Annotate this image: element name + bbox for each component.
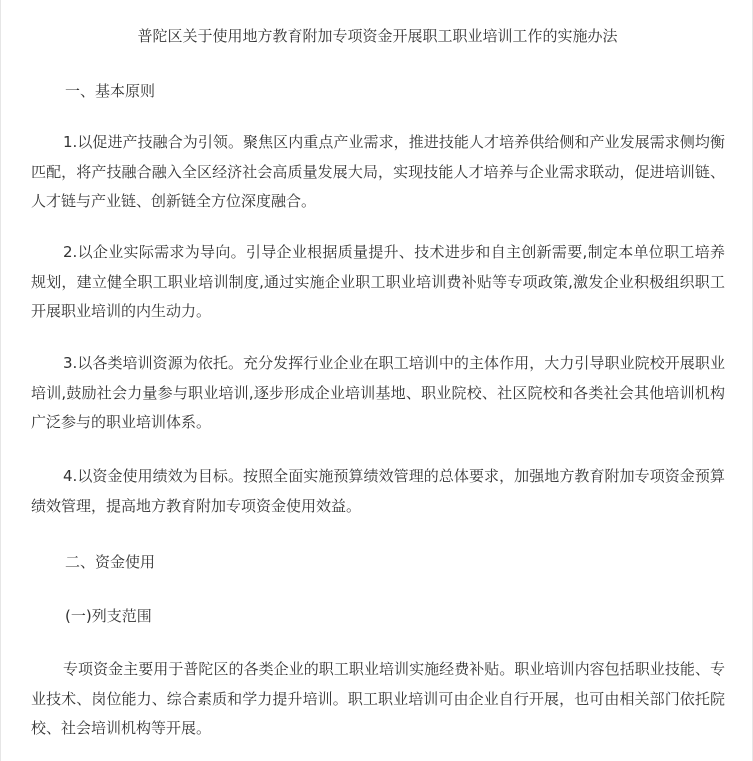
- section-heading-basic-principles: 一、基本原则: [65, 82, 156, 100]
- subsection-heading-expenditure-scope: (一)列支范围: [65, 607, 152, 625]
- paragraph-principle-2: 2.以企业实际需求为导向。引导企业根据质量提升、技术进步和自主创新需要,制定本单位职工培养规划，建立健全职工职业培训制度,通过实施企业职工职业培训费补贴等专项政策,激发企业积极组织职工开展职业培训的内生动力。: [31, 243, 725, 320]
- paragraph-principle-4: 4.以资金使用绩效为目标。按照全面实施预算绩效管理的总体要求，加强地方教育附加专项资金预算绩效管理，提高地方教育附加专项资金使用效益。: [31, 467, 725, 515]
- paragraph-principle-3: 3.以各类培训资源为依托。充分发挥行业企业在职工培训中的主体作用，大力引导职业院校开展职业培训,鼓励社会力量参与职业培训,逐步形成企业培训基地、职业院校、社区院校和各类社会其他培训机构广泛参与的职业培训体系。: [31, 354, 725, 431]
- paragraph-expenditure-scope: 专项资金主要用于普陀区的各类企业的职工职业培训实施经费补贴。职业培训内容包括职业技能、专业技术、岗位能力、综合素质和学力提升培训。职工职业培训可由企业自行开展，也可由相关部门依托院校、社会培训机构等开展。: [31, 660, 725, 737]
- section-heading-fund-usage: 二、资金使用: [65, 553, 156, 571]
- document-title: 普陀区关于使用地方教育附加专项资金开展职工职业培训工作的实施办法: [137, 27, 618, 45]
- paragraph-principle-1: 1.以促进产技融合为引领。聚焦区内重点产业需求，推进技能人才培养供给侧和产业发展需求侧均衡匹配，将产技融合融入全区经济社会高质量发展大局，实现技能人才培养与企业需求联动，促进培训链、人才链与产业链、创新链全方位深度融合。: [31, 133, 725, 210]
